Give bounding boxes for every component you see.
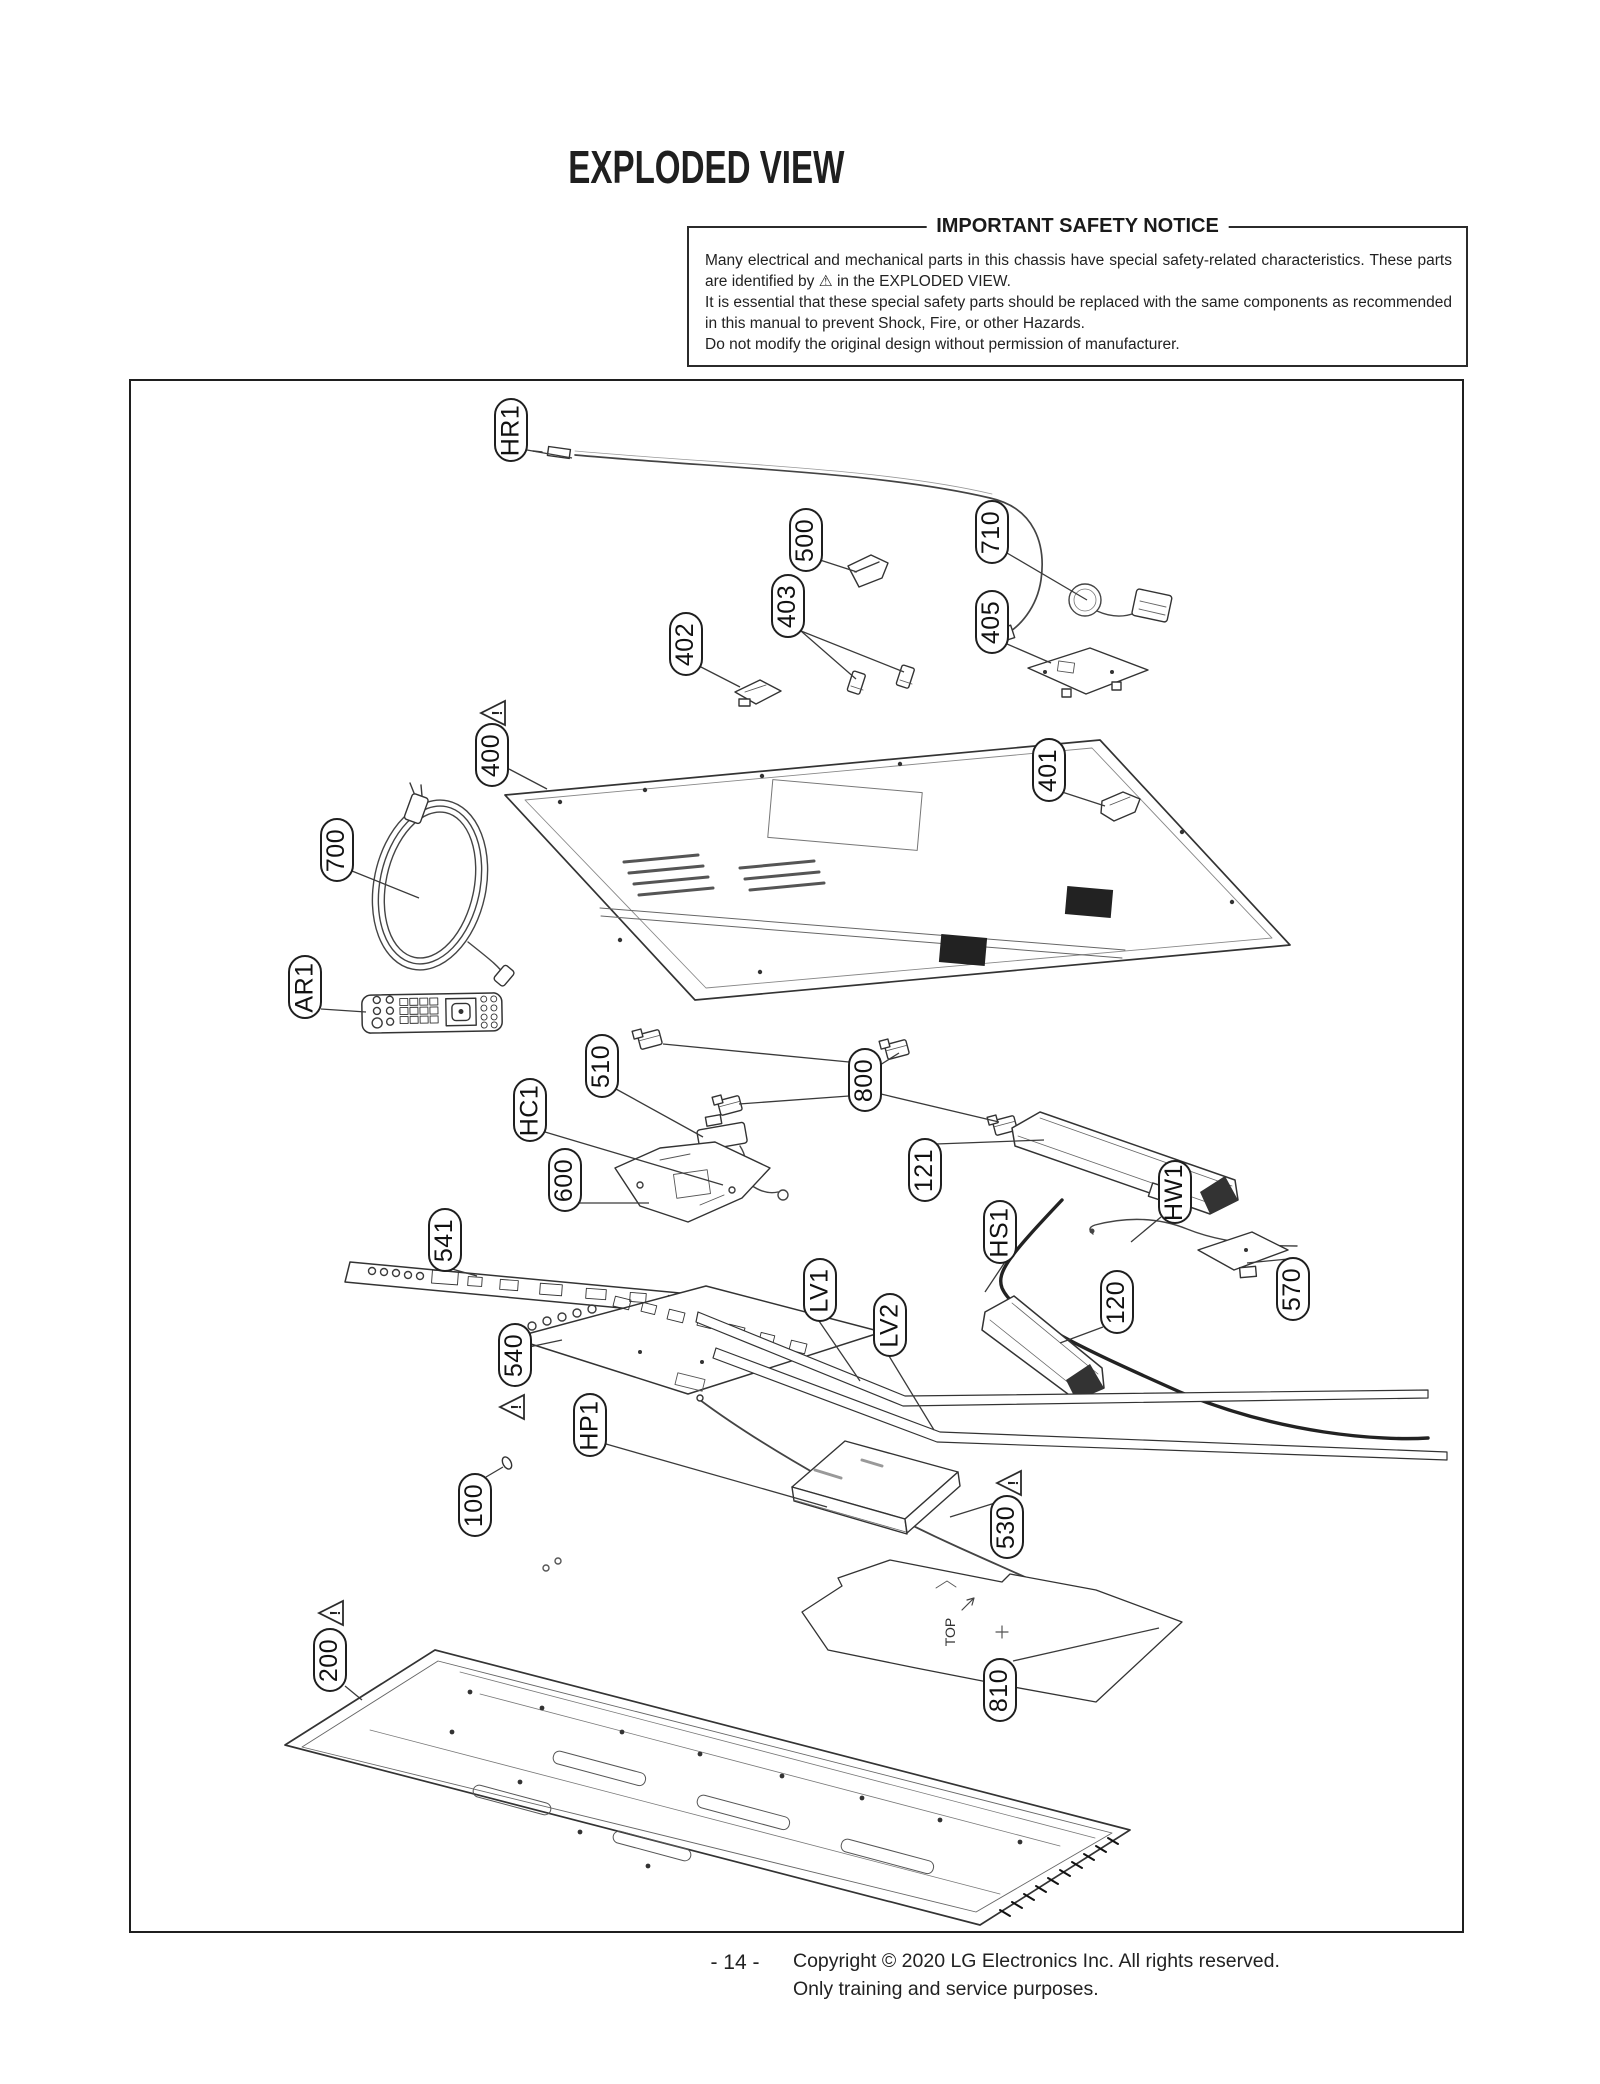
callout-530: 530 [990, 1495, 1024, 1559]
callout-405: 405 [975, 590, 1009, 654]
callout-810: 810 [983, 1658, 1017, 1722]
callout-HS1: HS1 [983, 1200, 1017, 1264]
svg-text:!: ! [508, 1404, 525, 1410]
callout-403: 403 [771, 574, 805, 638]
power-cord-part [357, 783, 515, 987]
purpose-line: Only training and service purposes. [793, 1977, 1099, 2000]
callout-121: 121 [908, 1138, 942, 1202]
remote-control-part [362, 993, 503, 1033]
warning-triangle [997, 1471, 1022, 1495]
callout-LV2: LV2 [873, 1293, 907, 1357]
top-marking: TOP [942, 1617, 958, 1647]
svg-text:!: ! [1005, 1480, 1022, 1486]
callout-HC1: HC1 [513, 1078, 547, 1142]
speaker-121-part [1012, 1112, 1238, 1214]
callout-541: 541 [428, 1208, 462, 1272]
module-530-part [792, 1441, 960, 1534]
callout-402: 402 [669, 612, 703, 676]
safety-notice-paragraph: Many electrical and mechanical parts in this chassis have special safety-related characteristics. These parts are identified by ⚠ in the EXPLODED VIEW. [705, 252, 1452, 290]
callout-500: 500 [789, 508, 823, 572]
warning-triangle [500, 1395, 525, 1419]
callout-510: 510 [585, 1034, 619, 1098]
module-405-part [1028, 648, 1148, 697]
callout-710: 710 [975, 500, 1009, 564]
bracket-600-part [615, 1142, 770, 1222]
callout-540: 540 [498, 1323, 532, 1387]
callout-570: 570 [1276, 1257, 1310, 1321]
callout-200: 200 [313, 1628, 347, 1692]
corner-brackets-part [632, 1025, 1017, 1137]
callout-401: 401 [1032, 738, 1066, 802]
safety-notice-paragraph: Do not modify the original design without permission of manufacturer. [705, 336, 1180, 353]
callout-HR1: HR1 [494, 398, 528, 462]
callout-HP1: HP1 [573, 1393, 607, 1457]
svg-text:!: ! [327, 1610, 344, 1616]
callout-800: 800 [848, 1048, 882, 1112]
clip-403-part [847, 665, 915, 695]
screw-part [500, 1455, 561, 1571]
callout-HW1: HW1 [1158, 1160, 1192, 1224]
callout-400: 400 [475, 723, 509, 787]
page-number: - 14 - [710, 1951, 760, 1974]
warning-triangle [481, 701, 506, 725]
callout-AR1: AR1 [288, 955, 322, 1019]
warning-triangle [319, 1601, 344, 1625]
callout-120: 120 [1100, 1270, 1134, 1334]
board-570-part [1198, 1232, 1288, 1278]
safety-notice-heading: IMPORTANT SAFETY NOTICE [926, 215, 1229, 238]
callout-600: 600 [548, 1148, 582, 1212]
page-title: EXPLODED VIEW [568, 141, 845, 193]
callout-100: 100 [458, 1473, 492, 1537]
cable-710-part [1069, 584, 1172, 622]
safety-notice-paragraph: It is essential that these special safety parts should be replaced with the same components as recommended in this manual to prevent Shock, Fire, or other Hazards. [705, 294, 1452, 332]
bracket-402-part [735, 680, 781, 706]
callout-LV1: LV1 [803, 1258, 837, 1322]
svg-text:!: ! [489, 710, 506, 716]
callout-700: 700 [320, 818, 354, 882]
back-cover-part [505, 740, 1290, 1000]
footer-copyright [793, 1948, 1280, 2003]
copyright-line: Copyright © 2020 LG Electronics Inc. All rights reserved. [793, 1950, 1280, 1972]
